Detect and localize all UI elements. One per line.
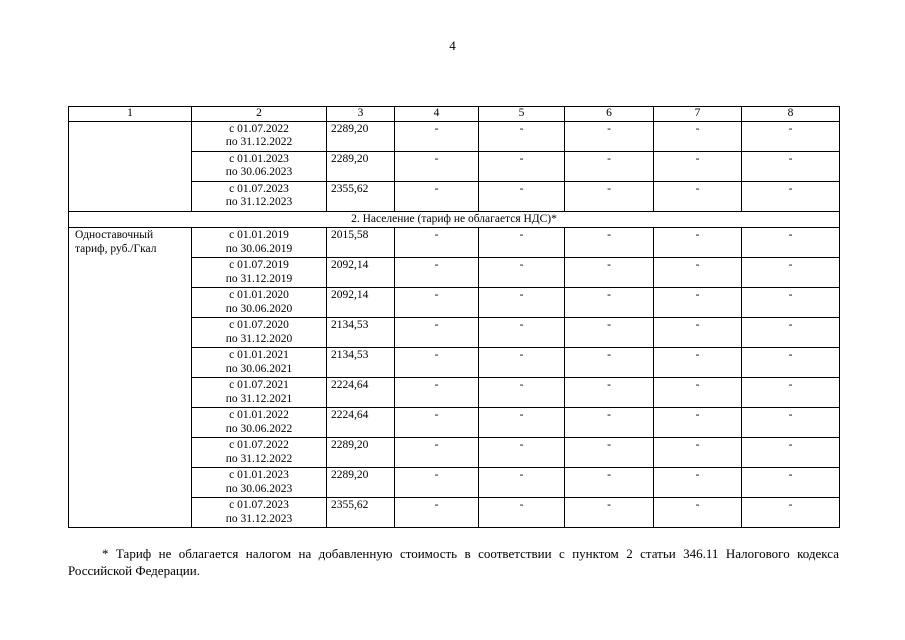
period-from: с 01.07.2022 [229, 439, 289, 451]
column-header: 2 [192, 107, 327, 122]
dash-cell: - [565, 348, 654, 378]
period-to: по 30.06.2021 [225, 362, 293, 375]
dash-cell: - [742, 408, 840, 438]
tariff-value-cell: 2092,14 [327, 288, 395, 318]
dash-cell: - [565, 228, 654, 258]
dash-cell: - [395, 348, 479, 378]
period-from: с 01.01.2023 [229, 469, 289, 481]
dash-cell: - [395, 438, 479, 468]
dash-cell: - [565, 498, 654, 528]
dash-cell: - [742, 288, 840, 318]
dash-cell: - [395, 258, 479, 288]
column-header: 1 [69, 107, 192, 122]
period-cell [192, 151, 327, 181]
dash-cell: - [565, 318, 654, 348]
period-cell [192, 378, 327, 408]
period-to: по 31.12.2022 [225, 136, 293, 148]
dash-cell: - [742, 498, 840, 528]
dash-cell: - [395, 151, 479, 181]
tariff-value-cell: 2092,14 [327, 258, 395, 288]
period-from: с 01.07.2019 [229, 259, 289, 271]
tariff-value-cell: 2355,62 [327, 498, 395, 528]
period-to: по 31.12.2020 [225, 332, 293, 345]
tariff-value-cell: 2134,53 [327, 348, 395, 378]
dash-cell: - [654, 258, 742, 288]
column-header: 8 [742, 107, 840, 122]
dash-cell: - [395, 318, 479, 348]
dash-cell: - [742, 348, 840, 378]
column-header: 4 [395, 107, 479, 122]
period-from: с 01.01.2019 [229, 229, 289, 241]
tariff-value-cell: 2355,62 [327, 181, 395, 211]
dash-cell: - [742, 228, 840, 258]
section-header-row [69, 211, 840, 228]
period-cell [192, 288, 327, 318]
dash-cell: - [395, 408, 479, 438]
tariff-value-cell: 2289,20 [327, 151, 395, 181]
dash-cell: - [479, 348, 565, 378]
period-cell [192, 348, 327, 378]
period-cell [192, 468, 327, 498]
period-to: по 30.06.2019 [225, 242, 293, 255]
tariff-value-cell: 2289,20 [327, 438, 395, 468]
period-cell [192, 181, 327, 211]
dash-cell: - [565, 288, 654, 318]
tariff-value-cell: 2224,64 [327, 378, 395, 408]
period-from: с 01.01.2021 [229, 349, 289, 361]
dash-cell: - [395, 181, 479, 211]
dash-cell: - [654, 348, 742, 378]
empty-category-cell [69, 121, 192, 211]
dash-cell: - [479, 378, 565, 408]
dash-cell: - [654, 181, 742, 211]
period-cell [192, 438, 327, 468]
dash-cell: - [479, 498, 565, 528]
dash-cell: - [565, 438, 654, 468]
period-cell [192, 318, 327, 348]
dash-cell: - [742, 121, 840, 151]
period-to: по 31.12.2023 [225, 512, 293, 525]
period-to: по 30.06.2022 [225, 422, 293, 435]
tariff-value-cell: 2289,20 [327, 468, 395, 498]
dash-cell: - [565, 181, 654, 211]
period-to: по 31.12.2022 [225, 452, 293, 465]
dash-cell: - [479, 318, 565, 348]
period-from: с 01.07.2023 [229, 499, 289, 511]
tariff-value-cell: 2134,53 [327, 318, 395, 348]
dash-cell: - [395, 228, 479, 258]
dash-cell: - [395, 288, 479, 318]
dash-cell: - [742, 438, 840, 468]
period-to: по 30.06.2020 [225, 302, 293, 315]
footnote: * Тариф не облагается налогом на добавленную стоимость в соответствии с пунктом 2 статьи 346.11 Налогового кодекса Российской Федерации. [68, 546, 839, 578]
tariff-value-cell: 2224,64 [327, 408, 395, 438]
dash-cell: - [395, 498, 479, 528]
dash-cell: - [654, 498, 742, 528]
dash-cell: - [565, 258, 654, 288]
dash-cell: - [654, 468, 742, 498]
dash-cell: - [742, 258, 840, 288]
dash-cell: - [479, 181, 565, 211]
dash-cell: - [654, 378, 742, 408]
table-header-row [69, 107, 840, 122]
dash-cell: - [654, 408, 742, 438]
period-cell [192, 121, 327, 151]
tariff-category-label: Одноставочный тариф, руб./Гкал [69, 228, 192, 528]
period-cell [192, 228, 327, 258]
dash-cell: - [479, 438, 565, 468]
dash-cell: - [395, 121, 479, 151]
period-cell [192, 498, 327, 528]
dash-cell: - [565, 378, 654, 408]
dash-cell: - [742, 468, 840, 498]
table-row [69, 228, 840, 258]
section-title: 2. Население (тариф не облагается НДС)* [69, 211, 840, 228]
dash-cell: - [479, 288, 565, 318]
period-from: с 01.07.2021 [229, 379, 289, 391]
dash-cell: - [479, 468, 565, 498]
dash-cell: - [479, 258, 565, 288]
period-cell [192, 408, 327, 438]
period-from: с 01.01.2020 [229, 289, 289, 301]
dash-cell: - [742, 151, 840, 181]
column-header: 5 [479, 107, 565, 122]
dash-cell: - [395, 468, 479, 498]
period-from: с 01.07.2022 [229, 122, 289, 135]
column-header: 7 [654, 107, 742, 122]
column-header: 6 [565, 107, 654, 122]
dash-cell: - [742, 181, 840, 211]
period-from: с 01.07.2023 [229, 182, 289, 195]
dash-cell: - [565, 151, 654, 181]
period-to: по 30.06.2023 [225, 482, 293, 495]
table-row [69, 121, 840, 151]
dash-cell: - [654, 438, 742, 468]
tariff-value-cell: 2015,58 [327, 228, 395, 258]
tariff-table [68, 106, 840, 528]
page-number: 4 [449, 38, 456, 53]
dash-cell: - [654, 288, 742, 318]
period-to: по 31.12.2019 [225, 272, 293, 285]
dash-cell: - [565, 121, 654, 151]
dash-cell: - [654, 121, 742, 151]
dash-cell: - [742, 318, 840, 348]
dash-cell: - [479, 121, 565, 151]
period-from: с 01.07.2020 [229, 319, 289, 331]
dash-cell: - [654, 151, 742, 181]
dash-cell: - [565, 468, 654, 498]
dash-cell: - [654, 228, 742, 258]
period-to: по 30.06.2023 [225, 166, 293, 178]
dash-cell: - [395, 378, 479, 408]
tariff-value-cell: 2289,20 [327, 121, 395, 151]
dash-cell: - [742, 378, 840, 408]
period-cell [192, 258, 327, 288]
dash-cell: - [479, 151, 565, 181]
dash-cell: - [654, 318, 742, 348]
period-from: с 01.01.2023 [229, 152, 289, 165]
period-to: по 31.12.2021 [225, 392, 293, 405]
dash-cell: - [565, 408, 654, 438]
column-header: 3 [327, 107, 395, 122]
dash-cell: - [479, 408, 565, 438]
dash-cell: - [479, 228, 565, 258]
period-to: по 31.12.2023 [225, 196, 293, 208]
period-from: с 01.01.2022 [229, 409, 289, 421]
